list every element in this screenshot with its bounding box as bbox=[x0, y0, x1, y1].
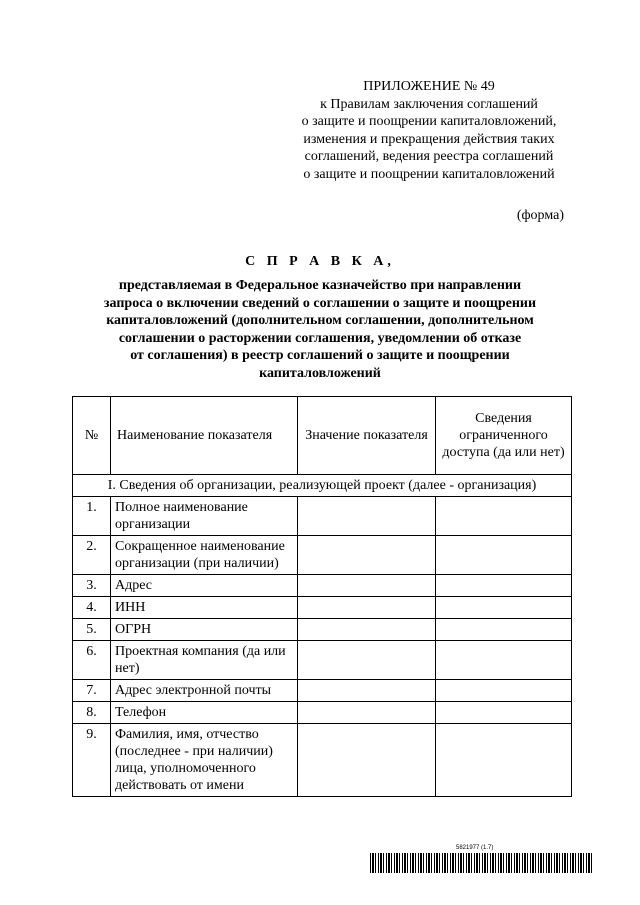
table-row bbox=[73, 597, 572, 619]
row-name: Адрес bbox=[111, 575, 298, 597]
appendix-line: о защите и поощрении капиталовложений bbox=[303, 166, 555, 182]
row-value-cell bbox=[298, 497, 436, 536]
indicators-table bbox=[72, 396, 572, 797]
table-row bbox=[73, 680, 572, 702]
row-number: 7. bbox=[73, 680, 111, 702]
section-heading: I. Сведения об организации, реализующей проект (далее - организация) bbox=[73, 475, 572, 497]
row-name: ОГРН bbox=[111, 619, 298, 641]
form-label: (форма) bbox=[516, 208, 564, 223]
header-value: Значение показателя bbox=[298, 397, 436, 475]
appendix-line: соглашений, ведения реестра соглашений bbox=[304, 149, 554, 164]
row-restricted-cell bbox=[436, 680, 572, 702]
subtitle-line: от соглашения) в реестр соглашений о защите и поощрении bbox=[130, 348, 510, 363]
row-number: 8. bbox=[73, 702, 111, 724]
table-row bbox=[73, 536, 572, 575]
row-name: Адрес электронной почты bbox=[111, 680, 298, 702]
appendix-line: о защите и поощрении капиталовложений, bbox=[301, 114, 557, 129]
barcode-number: 5821977 (1.7) bbox=[456, 845, 494, 851]
subtitle-line: соглашении о расторжении соглашения, уведомлении об отказе bbox=[118, 330, 522, 346]
table-row bbox=[73, 497, 572, 536]
subtitle-line: запроса о включении сведений о соглашении о защите и поощрении bbox=[103, 295, 537, 311]
row-value-cell bbox=[298, 536, 436, 575]
row-restricted-cell bbox=[436, 702, 572, 724]
row-number: 2. bbox=[73, 536, 111, 575]
row-name: Фамилия, имя, отчество (последнее - при наличии) лица, уполномоченного действовать от имени bbox=[111, 724, 298, 797]
subtitle-line: капиталовложений bbox=[259, 365, 381, 381]
row-value-cell bbox=[298, 724, 436, 797]
row-restricted-cell bbox=[436, 641, 572, 680]
row-number: 1. bbox=[73, 497, 111, 536]
row-name: Телефон bbox=[111, 702, 298, 724]
row-name: ИНН bbox=[111, 597, 298, 619]
row-value-cell bbox=[298, 702, 436, 724]
row-number: 9. bbox=[73, 724, 111, 797]
row-name: Проектная компания (да или нет) bbox=[111, 641, 298, 680]
table-row bbox=[73, 575, 572, 597]
row-value-cell bbox=[298, 575, 436, 597]
barcode-image bbox=[370, 853, 592, 873]
header-num: № bbox=[73, 397, 111, 475]
appendix-line: изменения и прекращения действия таких bbox=[303, 131, 555, 147]
row-name: Сокращенное наименование организации (при наличии) bbox=[111, 536, 298, 575]
row-value-cell bbox=[298, 641, 436, 680]
subtitle-line: представляемая в Федеральное казначейство при направлении bbox=[118, 278, 522, 293]
header-restricted: Сведения ограниченного доступа (да или нет) bbox=[436, 397, 572, 475]
table-row bbox=[73, 619, 572, 641]
subtitle-line: капиталовложений (дополнительном соглашении, дополнительном bbox=[106, 313, 534, 328]
appendix-line: ПРИЛОЖЕНИЕ № 49 bbox=[363, 79, 495, 94]
table-row bbox=[73, 702, 572, 724]
row-number: 6. bbox=[73, 641, 111, 680]
appendix-header bbox=[270, 78, 588, 183]
row-number: 4. bbox=[73, 597, 111, 619]
row-number: 5. bbox=[73, 619, 111, 641]
row-restricted-cell bbox=[436, 597, 572, 619]
row-name: Полное наименование организации bbox=[111, 497, 298, 536]
table-row bbox=[73, 724, 572, 797]
document-title: С П Р А В К А, bbox=[245, 254, 395, 269]
row-restricted-cell bbox=[436, 619, 572, 641]
row-restricted-cell bbox=[436, 575, 572, 597]
header-name: Наименование показателя bbox=[111, 397, 298, 475]
row-number: 3. bbox=[73, 575, 111, 597]
row-restricted-cell bbox=[436, 536, 572, 575]
row-restricted-cell bbox=[436, 724, 572, 797]
row-value-cell bbox=[298, 619, 436, 641]
row-value-cell bbox=[298, 680, 436, 702]
appendix-line: к Правилам заключения соглашений bbox=[320, 96, 538, 112]
row-value-cell bbox=[298, 597, 436, 619]
document-subtitle bbox=[80, 277, 560, 382]
table-row bbox=[73, 641, 572, 680]
row-restricted-cell bbox=[436, 497, 572, 536]
